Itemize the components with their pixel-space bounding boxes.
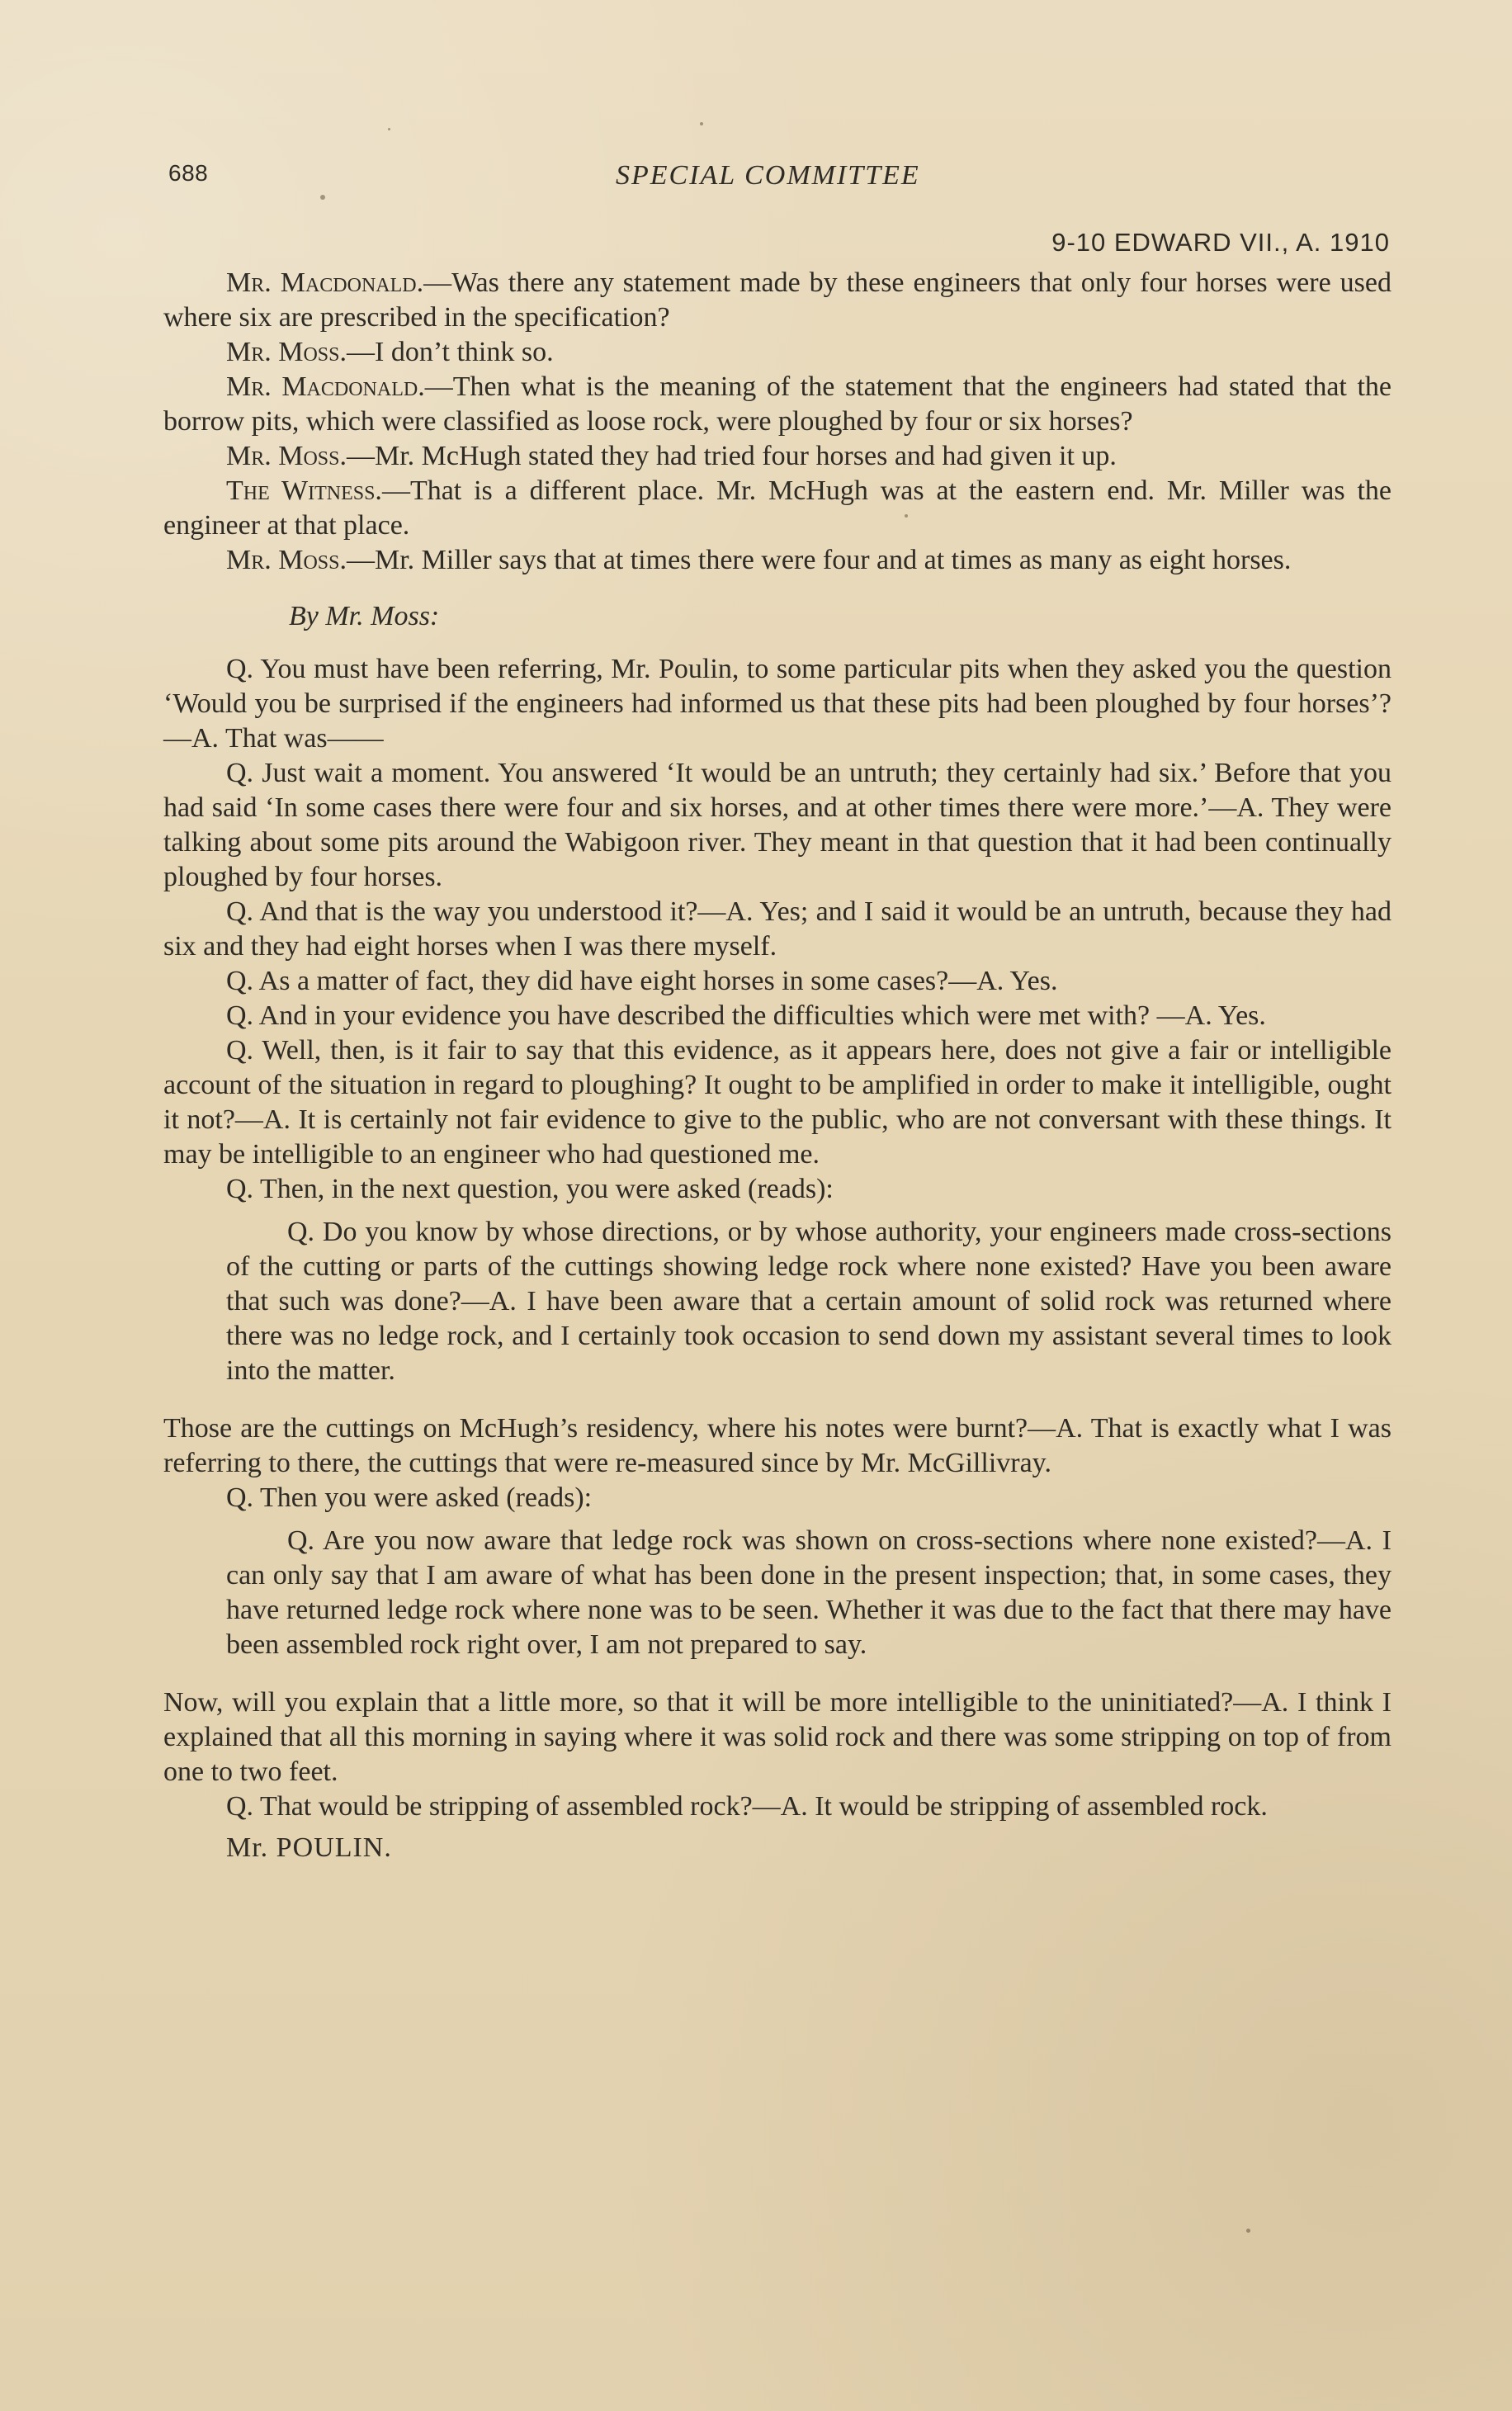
paper-speck bbox=[1246, 2229, 1250, 2233]
examiner-heading: By Mr. Moss: bbox=[289, 601, 440, 631]
paragraph: Q. That would be stripping of assembled rock?—A. It would be stripping of assembled rock. bbox=[226, 1791, 1268, 1822]
quoted-passage: Q. Do you know by whose directions, or by whose authority, your engineers made cross-sections of the cutting or parts of the cuttings showing ledge rock where none existed? Have you been aware that such was done?—A. I have been aware that a certain amount of solid rock was returned where there was no ledge rock, and I certainly took occasion to send down my assistant several times to look into the matter. bbox=[226, 1217, 1392, 1386]
paragraph-text: —That is a different place. Mr. McHugh was at the eastern end. Mr. Miller was the engineer at that place. bbox=[163, 475, 1392, 541]
paragraph bbox=[163, 370, 1392, 439]
paragraph bbox=[163, 474, 1392, 543]
page-number: 688 bbox=[168, 160, 209, 186]
paragraph: Now, will you explain that a little more, so that it will be more intelligible to the uninitiated?—A. I think I explained that all this morning in saying where it was solid rock and there was some stripping on top of from one to two feet. bbox=[163, 1687, 1392, 1787]
paragraph bbox=[163, 439, 1392, 474]
paragraph bbox=[163, 335, 1392, 370]
paper-speck bbox=[320, 195, 325, 200]
paragraph: Q. Then you were asked (reads): bbox=[226, 1482, 593, 1513]
paragraph: Q. Just wait a moment. You answered ‘It would be an untruth; they certainly had six.’ Before that you had said ‘In some cases there were four and six horses, and at other times there were more.’—A. They were talking about some pits around the Wabigoon river. They meant in that question that it had been continually ploughed by four horses. bbox=[163, 758, 1392, 892]
speaker-label: Mr. Moss. bbox=[226, 337, 347, 367]
paragraph: Q. And in your evidence you have described the difficulties which were met with? —A. Yes. bbox=[226, 1000, 1266, 1031]
page-title: SPECIAL COMMITTEE bbox=[616, 160, 920, 191]
paragraph-text: —I don’t think so. bbox=[347, 337, 554, 367]
paragraph bbox=[163, 266, 1392, 335]
paper-speck bbox=[388, 128, 390, 130]
speaker-label: Mr. Moss. bbox=[226, 545, 347, 575]
paragraph-text: —Mr. McHugh stated they had tried four horses and had given it up. bbox=[347, 441, 1117, 471]
paragraph: Q. You must have been referring, Mr. Poulin, to some particular pits when they asked you the question ‘Would you be surprised if the engineers had informed us that these pits had been ploughed by four horses’?—A. That was—— bbox=[163, 654, 1392, 754]
paragraph-text: —Was there any statement made by these engineers that only four horses were used where six are prescribed in the specification? bbox=[163, 267, 1392, 333]
paragraph: Q. And that is the way you understood it?—A. Yes; and I said it would be an untruth, because they had six and they had eight horses when I was there myself. bbox=[163, 896, 1392, 962]
signature-line: Mr. POULIN. bbox=[226, 1832, 392, 1863]
paragraph: Those are the cuttings on McHugh’s residency, where his notes were burnt?—A. That is exactly what I was referring to there, the cuttings that were re-measured since by Mr. McGillivray. bbox=[163, 1413, 1392, 1478]
paragraph: Q. As a matter of fact, they did have eight horses in some cases?—A. Yes. bbox=[226, 966, 1058, 996]
speaker-label: Mr. Macdonald. bbox=[226, 267, 424, 298]
session-label: 9-10 EDWARD VII., A. 1910 bbox=[1051, 228, 1390, 257]
paragraph-text: —Mr. Miller says that at times there were four and at times as many as eight horses. bbox=[347, 545, 1292, 575]
paragraph: Q. Well, then, is it fair to say that this evidence, as it appears here, does not give a fair or intelligible account of the situation in regard to ploughing? It ought to be amplified in order to make it intelligible, ought it not?—A. It is certainly not fair evidence to give to the public, who are not conversant with these things. It may be intelligible to an engineer who had questioned me. bbox=[163, 1035, 1392, 1170]
speaker-label: Mr. Macdonald. bbox=[226, 371, 425, 402]
paper-speck bbox=[700, 122, 703, 125]
paragraph-text: —Then what is the meaning of the statement that the engineers had stated that the borrow pits, which were classified as loose rock, were ploughed by four or six horses? bbox=[163, 371, 1392, 437]
speaker-label: Mr. Moss. bbox=[226, 441, 347, 471]
quoted-passage: Q. Are you now aware that ledge rock was shown on cross-sections where none existed?—A. I can only say that I am aware of what has been done in the present inspection; that, in some cases, they have returned ledge rock where none was to be seen. Whether it was due to the fact that there may have been assembled rock right over, I am not prepared to say. bbox=[226, 1525, 1392, 1660]
paragraph: Q. Then, in the next question, you were asked (reads): bbox=[226, 1174, 834, 1204]
speaker-label: The Witness. bbox=[226, 475, 382, 506]
transcript-body bbox=[163, 266, 1392, 1865]
paragraph bbox=[163, 543, 1392, 578]
